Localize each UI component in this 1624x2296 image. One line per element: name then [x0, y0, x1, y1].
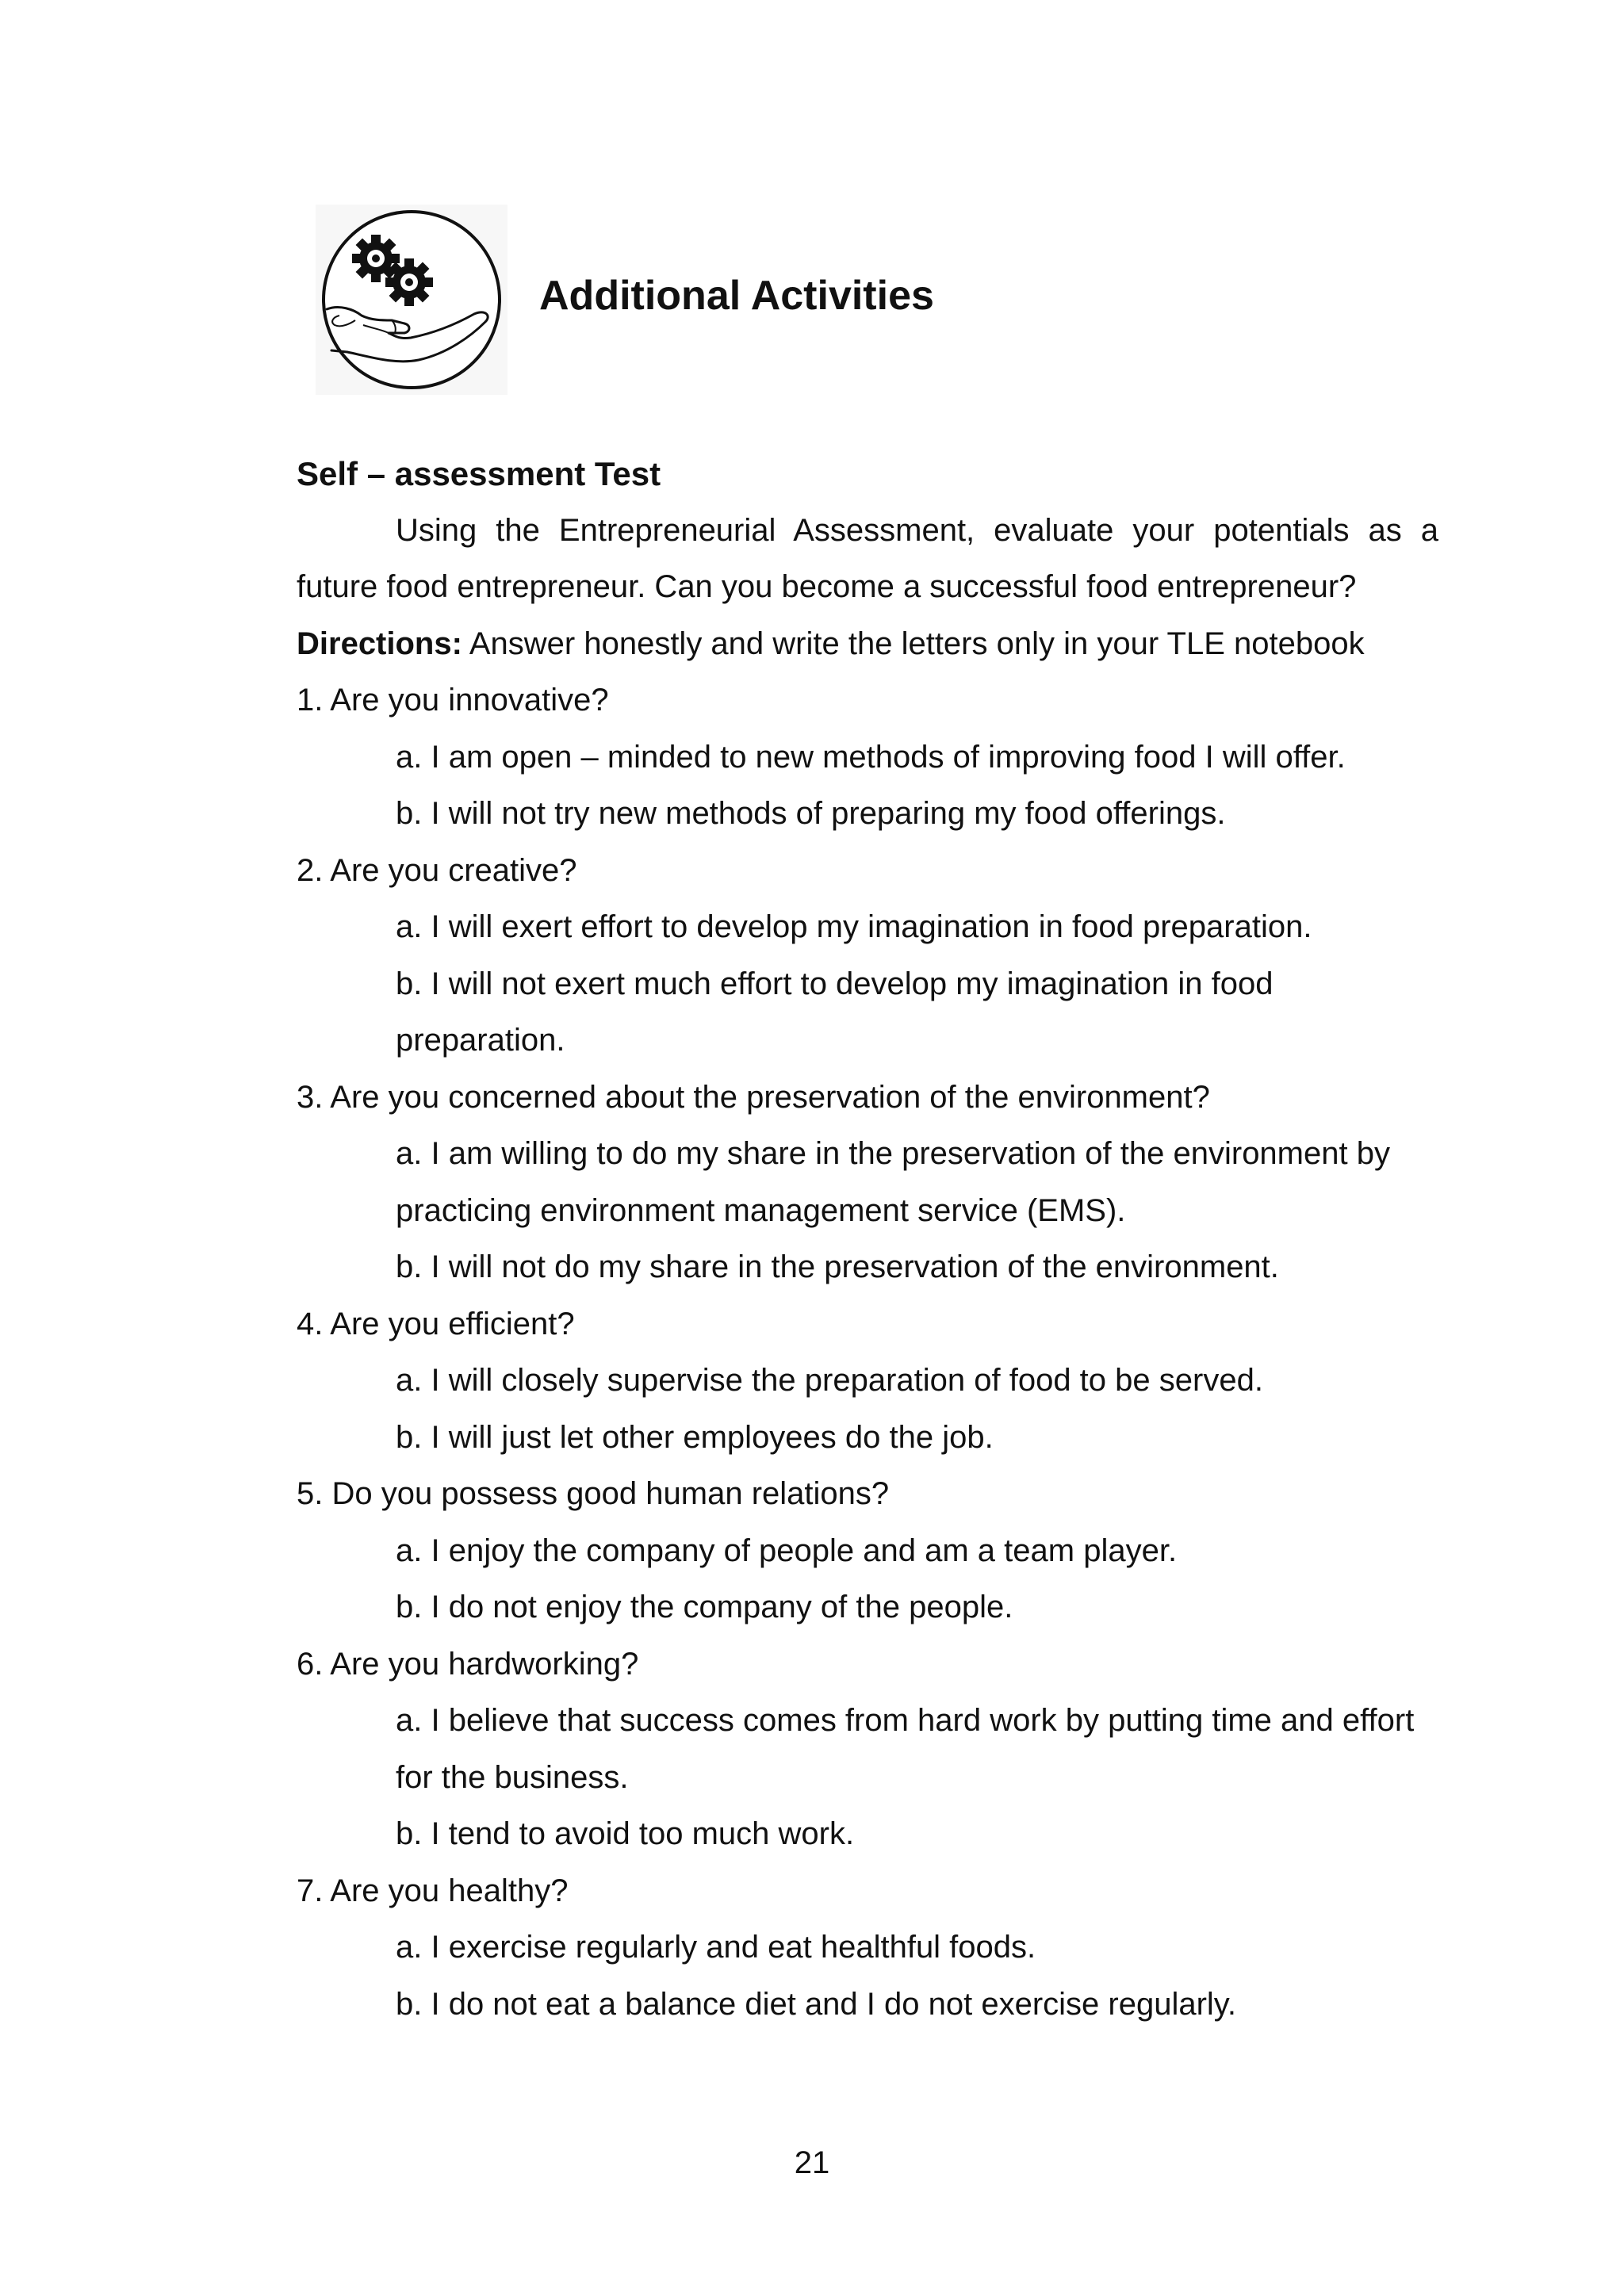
option-a: a. I enjoy the company of people and am a team player. — [396, 1533, 1178, 1568]
question-item — [297, 1466, 1438, 1636]
option-b: b. I tend to avoid too much work. — [396, 1816, 855, 1851]
gears-in-hand-icon — [316, 205, 508, 395]
document-body — [297, 446, 1438, 2033]
section-heading: Additional Activities — [539, 273, 934, 319]
option-a: a. I will closely supervise the preparation of food to be served. — [396, 1363, 1263, 1398]
question-item — [297, 1296, 1438, 1467]
subsection-title: Self – assessment Test — [297, 455, 661, 492]
intro-paragraph: Using the Entrepreneurial Assessment, evaluate your potentials as a future food entrepreneur. Can you become a successful food entrepreneur? — [297, 512, 1438, 604]
question-item — [297, 1070, 1438, 1296]
directions — [297, 616, 1438, 673]
question-text: 2. Are you creative? — [297, 852, 577, 888]
directions-text: Answer honestly and write the letters only in your TLE notebook — [462, 626, 1365, 661]
question-item — [297, 1636, 1438, 1863]
question-text: 3. Are you concerned about the preservation of the environment? — [297, 1079, 1210, 1115]
option-b: b. I will not do my share in the preservation of the environment. — [396, 1249, 1279, 1284]
option-b: b. I do not enjoy the company of the people. — [396, 1590, 1013, 1624]
question-text: 5. Do you possess good human relations? — [297, 1476, 890, 1511]
question-text: 7. Are you healthy? — [297, 1873, 569, 1908]
option-b: b. I do not eat a balance diet and I do not exercise regularly. — [396, 1986, 1236, 2022]
option-a: a. I exercise regularly and eat healthful foods. — [396, 1930, 1036, 1965]
option-a: a. I am open – minded to new methods of improving food I will offer. — [396, 739, 1346, 775]
question-item — [297, 843, 1438, 1070]
directions-label: Directions: — [297, 626, 462, 661]
option-b: b. I will just let other employees do the job. — [396, 1419, 994, 1455]
question-item — [297, 1863, 1438, 2034]
option-b: b. I will not exert much effort to develop my imagination in food preparation. — [396, 966, 1274, 1058]
question-text: 4. Are you efficient? — [297, 1306, 575, 1341]
option-a: a. I believe that success comes from hard work by putting time and effort for the business. — [396, 1703, 1415, 1795]
option-a: a. I will exert effort to develop my imagination in food preparation. — [396, 909, 1312, 944]
question-text: 1. Are you innovative? — [297, 683, 609, 718]
option-a: a. I am willing to do my share in the preservation of the environment by practicing environment management service (EMS). — [396, 1136, 1390, 1228]
question-item — [297, 672, 1438, 843]
option-b: b. I will not try new methods of preparing my food offerings. — [396, 796, 1226, 831]
question-text: 6. Are you hardworking? — [297, 1646, 639, 1682]
page-number: 21 — [794, 2145, 830, 2180]
